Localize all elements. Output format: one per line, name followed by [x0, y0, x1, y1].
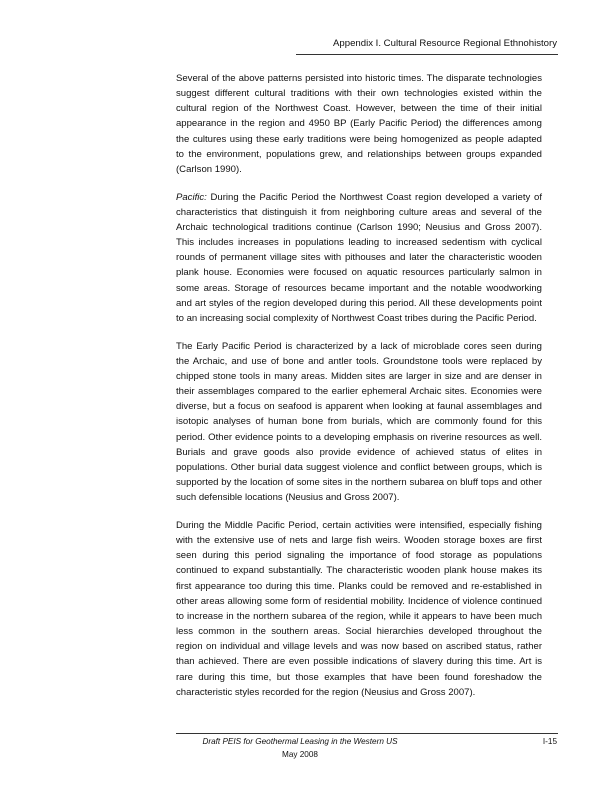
body-text — [176, 71, 542, 712]
footer-rule — [176, 733, 558, 734]
paragraph-2-text: During the Pacific Period the Northwest Coast region developed a variety of characteristics that distinguish it from neighboring culture areas and several of the Archaic technological traditions continue (Carlson 1990; Neusius and Gross 2007). This includes increases in populations leading to increased sedentism with cyclical rounds of permanent village sites with pithouses and later the characteristic wooden plank house. Economies were focused on aquatic resources particularly salmon in some areas. Storage of resources became important and the notable woodworking and art styles of the region developed during this period. All these developments point to an increasing social complexity of Northwest Coast tribes during the Pacific Period. — [176, 191, 542, 324]
paragraph-2-label: Pacific: — [176, 191, 207, 203]
footer-document-title: Draft PEIS for Geothermal Leasing in the Western US — [202, 737, 398, 746]
page-number: I-15 — [542, 737, 557, 746]
running-header: Appendix I. Cultural Resource Regional Ethnohistory — [333, 38, 557, 49]
footer-date: May 2008 — [282, 750, 318, 759]
paragraph-4: During the Middle Pacific Period, certain activities were intensified, especially fishing with the extensive use of nets and large fish weirs. Wooden storage boxes are first seen during this period signaling the importance of food storage as populations continued to expand substantially. The characteristic wooden plank house makes its first appearance too during this time. Planks could be removed and re-established in other areas allowing some form of residential mobility. Incidence of violence continued to increase in the northern subarea of the region, while it appears to have been much less common in the southern areas. Social hierarchies developed throughout the region on individual and village levels and was now based on ascribed status, rather than achieved. There are even possible indications of slavery during this time. Art is rare during this time, but those examples that have been found foreshadow the characteristic styles recorded for the region (Neusius and Gross 2007). — [176, 520, 542, 698]
paragraph-2 — [176, 190, 542, 326]
paragraph-1: Several of the above patterns persisted into historic times. The disparate technologies suggest different cultural traditions with their own technologies existed within the cultural region of the Northwest Coast. However, between the time of their initial appearance in the region and 4950 BP (Early Pacific Period) the differences among the cultures using these early traditions were being homogenized as people adapted to the environment, populations grew, and relationships between groups expanded (Carlson 1990). — [176, 73, 542, 175]
header-rule — [296, 54, 558, 55]
paragraph-3: The Early Pacific Period is characterized by a lack of microblade cores seen during the Archaic, and use of bone and antler tools. Groundstone tools were replaced by chipped stone tools in many areas. Midden sites are larger in size and are denser in their assemblages compared to the earlier ephemeral Archaic sites. Economies were diverse, but a focus on seafood is apparent when looking at faunal assemblages and isotopic analyses of human bone from burials, which are commonly found for this period. Other evidence points to a developing emphasis on riverine resources as well. Burials and grave goods also provide evidence of achieved status of elites in populations. Other burial data suggest violence and conflict between groups, which is supported by the location of some sites in the northern subarea on bluff tops and other such defensible locations (Neusius and Gross 2007). — [176, 340, 542, 504]
